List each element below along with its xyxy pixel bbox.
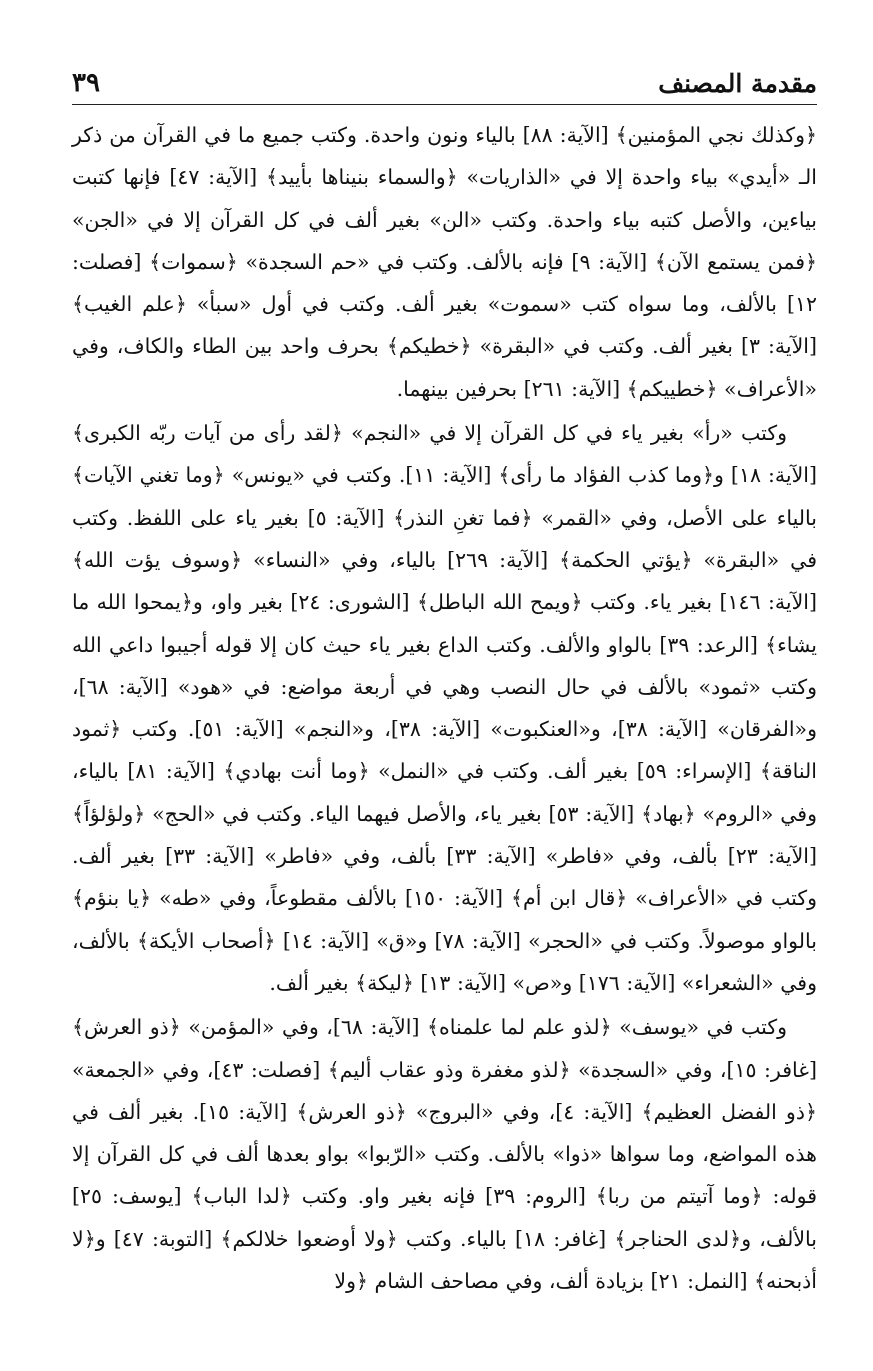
body-text: [72, 114, 817, 1302]
paragraph: وكتب في «يوسف» ﴿لذو علم لما علمناه﴾ [الآية: ٦٨]، وفي «المؤمن» ﴿ذو العرش﴾ [غافر: ١٥]، وفي «السجدة» ﴿لذو مغفرة وذو عقاب أليم﴾ [فصلت: ٤٣]، وفي «الجمعة» ﴿ذو الفضل العظيم﴾ [الآية: ٤]، وفي «البروج» ﴿ذو العرش﴾ [الآية: ١٥]. بغير ألف في هذه المواضع، وما سواها «ذوا» بالألف. وكتب «الرّبوا» بواو بعدها ألف في كل القرآن إلا قوله: ﴿وما آتيتم من ربا﴾ [الروم: ٣٩] فإنه بغير واو. وكتب ﴿لدا الباب﴾ [يوسف: ٢٥] بالألف، و﴿لدى الحناجر﴾ [غافر: ١٨] بالياء. وكتب ﴿ولا أوضعوا خلالكم﴾ [التوبة: ٤٧] و﴿لا أذبحنه﴾ [النمل: ٢١] بزيادة ألف، وفي مصاحف الشام ﴿ولا: [72, 1015, 818, 1294]
section-title: مقدمة المصنف: [658, 69, 817, 98]
paragraph: وكتب «رأ» بغير ياء في كل القرآن إلا في «النجم» ﴿لقد رأى من آيات ربّه الكبرى﴾ [الآية: ١٨] و﴿وما كذب الفؤاد ما رأى﴾ [الآية: ١١]. وكتب في «يونس» ﴿وما تغني الآيات﴾ بالياء على الأصل، وفي «القمر» ﴿فما تغنِ النذر﴾ [الآية: ٥] بغير ياء على اللفظ. وكتب في «البقرة» ﴿يؤتي الحكمة﴾ [الآية: ٢٦٩] بالياء، وفي «النساء» ﴿وسوف يؤت الله﴾ [الآية: ١٤٦] بغير ياء. وكتب ﴿ويمح الله الباطل﴾ [الشورى: ٢٤] بغير واو، و﴿يمحوا الله ما يشاء﴾ [الرعد: ٣٩] بالواو والألف. وكتب الداع بغير ياء حيث كان إلا قوله أجيبوا داعي الله وكتب «ثمود» بالألف في حال النصب وهي في أربعة مواضع: في «هود» [الآية: ٦٨]، و«الفرقان» [الآية: ٣٨]، و«العنكبوت» [الآية: ٣٨]، و«النجم» [الآية: ٥١]. وكتب ﴿ثمود الناقة﴾ [الإسراء: ٥٩] بغير ألف. وكتب في «النمل» ﴿وما أنت بهادي﴾ [الآية: ٨١] بالياء، وفي «الروم» ﴿بهاد﴾ [الآية: ٥٣] بغير ياء، والأصل فيهما الياء. وكتب في «الحج» ﴿ولؤلؤاً﴾ [الآية: ٢٣] بألف، وفي «فاطر» [الآية: ٣٣] بألف، وفي «فاطر» [الآية: ٣٣] بغير ألف. وكتب في «الأعراف» ﴿قال ابن أم﴾ [الآية: ١٥٠] بالألف مقطوعاً، وفي «طه» ﴿يا بنؤم﴾ بالواو موصولاً. وكتب في «الحجر» [الآية: ٧٨] و«ق» [الآية: ١٤] ﴿أصحاب الأيكة﴾ بالألف، وفي «الشعراء» [الآية: ١٧٦] و«ص» [الآية: ١٣] ﴿ليكة﴾ بغير ألف.: [72, 421, 817, 995]
page-header: [72, 58, 817, 105]
paragraph: ﴿وكذلك نجي المؤمنين﴾ [الآية: ٨٨] بالياء ونون واحدة. وكتب جميع ما في القرآن من ذكر الـ «أيدي» بياء واحدة إلا في «الذاريات» ﴿والسماء بنيناها بأييد﴾ [الآية: ٤٧] فإنها كتبت بياءين، والأصل كتبه بياء واحدة. وكتب «الن» بغير ألف في كل القرآن إلا في «الجن» ﴿فمن يستمع الآن﴾ [الآية: ٩] فإنه بالألف. وكتب في «حم السجدة» ﴿سموات﴾ [فصلت: ١٢] بالألف، وما سواه كتب «سموت» بغير ألف. وكتب في أول «سبأ» ﴿علم الغيب﴾ [الآية: ٣] بغير ألف. وكتب في «البقرة» ﴿خطيكم﴾ بحرف واحد بين الطاء والكاف، وفي «الأعراف» ﴿خطييكم﴾ [الآية: ٢٦١] بحرفين بينهما.: [72, 123, 818, 401]
page-number: ٣٩: [72, 68, 100, 98]
